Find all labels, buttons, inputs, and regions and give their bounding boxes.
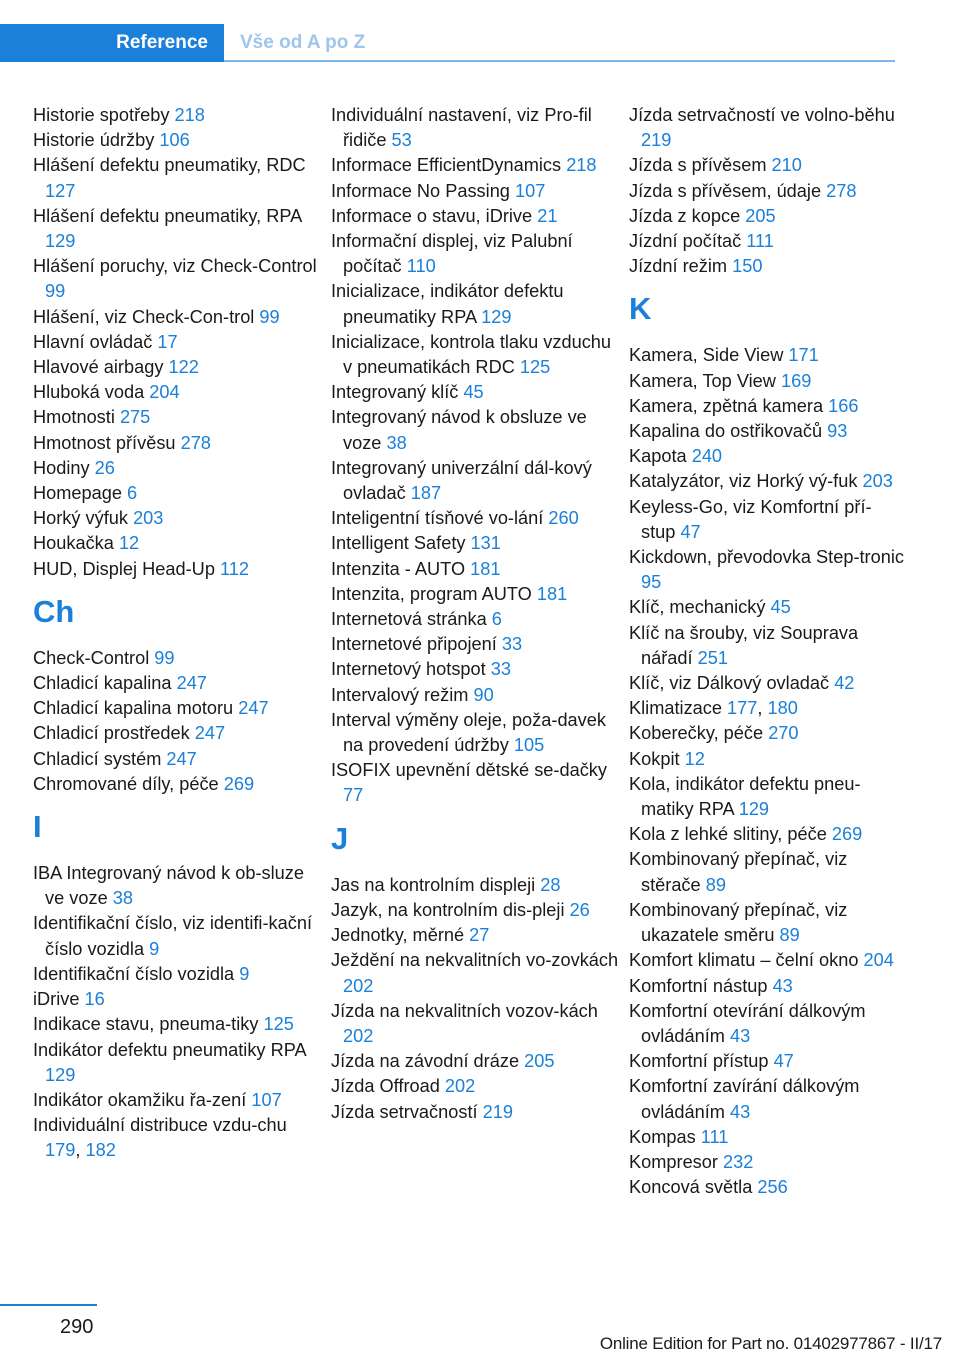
page-link[interactable]: 179 [45,1140,76,1161]
index-entry [33,405,323,430]
index-entry [331,1074,621,1099]
index-term: Klimatizace [629,698,728,719]
page-link[interactable]: 47 [773,1051,794,1072]
index-term: Hlášení poruchy, viz Check-Control [33,256,317,277]
index-entry [629,103,904,153]
index-entry [331,179,621,204]
page-link[interactable]: 269 [831,824,863,845]
index-entry [33,772,323,797]
page-link[interactable]: 256 [757,1177,788,1198]
index-entry [629,696,904,721]
index-term: Horký výfuk [33,508,134,529]
index-entry [33,456,323,481]
index-term: Kickdown, převodovka Step-tronic [629,547,904,568]
page-link[interactable]: 202 [343,1025,374,1046]
page-link[interactable]: 93 [827,421,848,442]
index-entry [33,747,323,772]
index-entry [33,204,323,254]
page-link[interactable]: 53 [391,130,412,151]
index-term: Komfortní nástup [629,975,773,996]
page-link[interactable]: 27 [469,925,490,946]
index-term: Kamera, Side View [629,345,789,366]
index-entry [331,506,621,531]
index-term: Chladicí systém [33,748,167,769]
index-entry [33,557,323,582]
index-entry [629,671,904,696]
page-link[interactable]: 112 [219,558,249,579]
section-letter: K [629,291,652,327]
index-entry [629,772,904,822]
page-link[interactable]: 26 [94,457,115,478]
page-link[interactable]: 166 [828,395,859,416]
index-entry [629,1125,904,1150]
index-term: Indikace stavu, pneuma-tiky [33,1014,264,1035]
index-term: Identifikační číslo, viz identifi-kační číslo vozidla [33,913,312,959]
index-entry [331,456,621,506]
page-link[interactable]: 177 [727,698,758,719]
page-link[interactable]: 125 [519,357,551,378]
index-term: Inteligentní tísňové vo-lání [331,508,549,529]
index-entry [629,948,904,973]
page-link[interactable]: 269 [223,773,255,794]
index-entry [33,305,323,330]
page-link[interactable]: 107 [251,1089,282,1110]
index-term: Jízda s přívěsem [629,155,772,176]
index-entry [331,204,621,229]
page-link[interactable]: 150 [732,256,763,277]
page-link[interactable]: 45 [770,597,791,618]
index-term: Jízda setrvačností ve volno-běhu [629,105,895,125]
page-link[interactable]: 218 [566,155,597,176]
index-entry [629,469,904,494]
index-term: Intenzita - AUTO [331,558,471,579]
page-link[interactable]: 33 [490,659,511,680]
page-link[interactable]: 38 [386,432,407,453]
page-link[interactable]: 106 [159,130,190,151]
index-entry [629,204,904,229]
index-term: Jízda na nekvalitních vozov-kách [331,1000,598,1021]
index-term: Hlavní ovládač [33,331,158,352]
page-link[interactable]: 278 [180,432,211,453]
index-entry [629,444,904,469]
index-term: Houkačka [33,533,119,554]
index-entry [33,254,323,304]
index-entry [33,153,323,203]
page-link[interactable]: 205 [745,205,776,226]
page-link[interactable]: 247 [166,748,197,769]
page-link[interactable]: 219 [641,130,672,151]
index-term: Kola z lehké slitiny, péče [629,824,832,845]
page-link[interactable]: 77 [343,785,364,806]
index-term: Hmotnosti [33,407,120,428]
index-entry [629,847,904,897]
index-entry [33,987,323,1012]
index-term: Internetová stránka [331,609,492,630]
separator: , [757,698,768,719]
section-letter: J [331,820,349,856]
index-entry [331,330,621,380]
index-entry [629,822,904,847]
page-link[interactable]: 181 [470,558,501,579]
index-term: Kombinovaný přepínač, viz ukazatele směru [629,899,848,946]
page-link[interactable]: 202 [444,1076,476,1097]
index-term: Chladicí kapalina [33,673,177,694]
page-link[interactable]: 95 [641,572,662,593]
index-term: Hlášení defektu pneumatiky, RDC [33,155,306,176]
page-link[interactable]: 12 [684,748,705,769]
index-column-2 [331,103,621,1125]
index-term: ISOFIX upevnění dětské se-dačky [331,760,607,781]
index-term: Individuální nastavení, viz Pro-fil řidiče [331,105,592,151]
page-link[interactable]: 43 [772,975,793,996]
index-term: Jízda Offroad [331,1076,445,1097]
page-link[interactable]: 202 [343,975,374,996]
index-term: Kola, indikátor defektu pneu-matiky RPA [629,773,861,820]
index-entry [331,229,621,279]
index-term: Komfort klimatu – čelní okno [629,950,864,971]
index-entry [33,1088,323,1113]
page-link[interactable]: 89 [705,874,726,895]
page-link[interactable]: 204 [149,382,180,403]
index-term: IBA Integrovaný návod k ob-sluze ve voze [33,863,304,909]
index-term: Jas na kontrolním displeji [331,874,541,895]
index-term: Jízda s přívěsem, údaje [629,180,827,201]
index-entry [629,974,904,999]
index-term: Kapota [629,446,692,467]
page-link[interactable]: 247 [194,723,226,744]
page-link[interactable]: 210 [771,155,802,176]
page-link[interactable]: 111 [746,231,774,252]
index-entry [33,330,323,355]
page-link[interactable]: 17 [157,331,178,352]
index-entry [33,128,323,153]
page-link[interactable]: 99 [259,306,280,327]
index-term: Jízda setrvačností [331,1101,483,1122]
index-entry [331,683,621,708]
index-entry [33,1038,323,1088]
page-link[interactable]: 90 [473,684,494,705]
index-term: Kompresor [629,1151,724,1172]
index-entry [331,898,621,923]
index-entry [629,721,904,746]
index-term: iDrive [33,989,85,1010]
index-term: Komfortní přístup [629,1051,774,1072]
page-link[interactable]: 203 [862,471,893,492]
index-entry [331,557,621,582]
page-link[interactable]: 129 [45,231,76,252]
page-link[interactable]: 125 [263,1014,294,1035]
index-entry [629,419,904,444]
page-link[interactable]: 127 [45,180,76,201]
tab-a-z[interactable]: Vše od A po Z [240,32,366,53]
index-entry [331,531,621,556]
page-link[interactable]: 89 [779,925,800,946]
index-entry [629,747,904,772]
index-entry [629,1150,904,1175]
index-entry [331,405,621,455]
index-entry [629,621,904,671]
index-term: Kokpit [629,748,685,769]
index-term: Hlášení defektu pneumatiky, RPA [33,205,302,226]
page-link[interactable]: 129 [738,799,770,820]
page-link[interactable]: 45 [463,382,484,403]
index-entry [629,999,904,1049]
page-link[interactable]: 21 [537,205,558,226]
index-term: Jízda z kopce [629,205,746,226]
index-entry [629,153,904,178]
index-entry [331,582,621,607]
index-term: Integrovaný návod k obsluze ve voze [331,407,587,453]
page-link[interactable]: 38 [112,888,133,909]
page-link[interactable]: 182 [85,1140,116,1161]
header-tabs [0,24,895,62]
index-term: Indikátor okamžiku řa-zení [33,1089,252,1110]
index-term: Hmotnost přívěsu [33,432,181,453]
index-term: Klíč na šrouby, viz Souprava nářadí [629,622,859,668]
page-link[interactable]: 9 [239,963,250,984]
page-link[interactable]: 187 [410,483,442,504]
index-term: Intelligent Safety [331,533,471,554]
index-term: Homepage [33,483,128,504]
index-entry [629,369,904,394]
index-term: Keyless-Go, viz Komfortní pří-stup [629,496,872,542]
index-term: Integrovaný univerzální dál-kový ovladač [331,457,592,504]
index-term: Chromované díly, péče [33,773,224,794]
index-entry [331,999,621,1049]
index-term: Kombinovaný přepínač, viz stěrače [629,849,848,895]
index-entry [33,355,323,380]
index-entry [331,279,621,329]
index-entry [33,1113,323,1163]
section-letter: Ch [33,593,75,629]
index-term: Internetový hotspot [331,659,491,680]
index-term: Interval výměny oleje, poža-davek na provedení údržby [331,709,606,756]
index-entry [629,229,904,254]
page-number: 290 [60,1316,94,1338]
page-link[interactable]: 42 [834,673,855,694]
page-link[interactable]: 260 [548,508,579,529]
index-entry [331,873,621,898]
page-link[interactable]: 169 [780,370,812,391]
index-term: Kamera, zpětná kamera [629,395,829,416]
index-term: Inicializace, kontrola tlaku vzduchu v pneumatikách RDC [331,331,612,378]
index-entry [33,721,323,746]
page-link[interactable]: 270 [768,723,799,744]
page-link[interactable]: 28 [540,874,561,895]
page-link[interactable]: 218 [174,105,205,125]
index-entry [331,153,621,178]
page-link[interactable]: 171 [788,345,819,366]
page-link[interactable]: 6 [491,609,502,630]
page-link[interactable]: 110 [406,256,436,277]
index-term: Komfortní otevírání dálkovým ovládáním [629,1000,866,1046]
page-link[interactable]: 111 [700,1126,729,1147]
index-term: Internetové připojení [331,634,502,655]
index-entry [331,657,621,682]
index-entry [33,646,323,671]
index-entry [33,103,323,128]
index-term: Identifikační číslo vozidla [33,963,240,984]
page-link[interactable]: 247 [238,698,269,719]
index-term: Jízdní počítač [629,231,747,252]
index-term: Jízda na závodní dráze [331,1051,525,1072]
page-link[interactable]: 204 [863,950,894,971]
index-entry [629,595,904,620]
page-link[interactable]: 122 [168,357,199,378]
index-entry [331,758,621,808]
index-term: Jednotky, měrné [331,925,470,946]
index-entry [629,343,904,368]
index-term: Indikátor defektu pneumatiky RPA [33,1039,306,1060]
index-term: Informační displej, viz Palubní počítač [331,231,573,277]
index-entry [33,431,323,456]
index-term: Intenzita, program AUTO [331,583,537,604]
page-link[interactable]: 107 [514,180,546,201]
index-entry [331,380,621,405]
index-entry [331,1049,621,1074]
index-term: Kapalina do ostřikovačů [629,421,828,442]
index-term: Koberečky, péče [629,723,769,744]
index-entry [629,179,904,204]
page-link[interactable]: 240 [691,446,723,467]
page-link[interactable]: 99 [45,281,66,302]
index-term: Historie údržby [33,130,160,151]
page-link[interactable]: 105 [513,735,545,756]
index-term: Hodiny [33,457,95,478]
page-link[interactable]: 232 [723,1151,754,1172]
index-entry [33,531,323,556]
index-entry [629,495,904,545]
page-link[interactable]: 203 [133,508,164,529]
page-link[interactable]: 33 [501,634,523,655]
index-term: Informace EfficientDynamics [331,155,567,176]
index-term: Klíč, viz Dálkový ovladač [629,673,835,694]
index-term: Chladicí kapalina motoru [33,698,239,719]
page-link[interactable]: 278 [826,180,857,201]
page-link[interactable]: 6 [127,483,138,504]
edition-note: Online Edition for Part no. 01402977867 - II/17 [599,1334,942,1353]
page-link[interactable]: 16 [84,989,105,1010]
index-entry [33,506,323,531]
index-term: Individuální distribuce vzdu-chu [33,1115,287,1136]
index-term: Intervalový režim [331,684,474,705]
index-term: Informace No Passing [331,180,515,201]
index-term: Jazyk, na kontrolním dis-pleji [331,899,570,920]
index-entry [33,1012,323,1037]
page-link[interactable]: 205 [524,1051,555,1072]
index-term: Jízdní režim [629,256,733,277]
index-term: Informace o stavu, iDrive [331,205,538,226]
index-entry [629,545,904,595]
index-column-1 [33,103,323,1164]
footer-accent-line [0,1304,97,1306]
section-letter: I [33,809,42,845]
page-link[interactable]: 129 [481,306,512,327]
index-entry [33,696,323,721]
index-entry [331,103,621,153]
page-link[interactable]: 251 [697,647,728,668]
index-entry [331,607,621,632]
index-entry [33,481,323,506]
index-entry [331,948,621,998]
page-link[interactable]: 43 [729,1101,751,1122]
page-link[interactable]: 180 [767,698,798,719]
header-divider [224,60,895,62]
index-entry [33,380,323,405]
index-entry [629,1049,904,1074]
index-entry [33,861,323,911]
page-link[interactable]: 129 [45,1064,76,1085]
index-entry [33,911,323,961]
index-term: HUD, Displej Head-Up [33,558,220,579]
index-entry [629,254,904,279]
separator: , [75,1140,86,1161]
index-term: Ježdění na nekvalitních vo-zovkách [331,950,619,971]
index-entry [331,708,621,758]
index-term: Kamera, Top View [629,370,781,391]
index-term: Chladicí prostředek [33,723,195,744]
index-entry [629,1074,904,1124]
page-link[interactable]: 131 [470,533,501,554]
index-entry [331,632,621,657]
page-link[interactable]: 219 [482,1101,513,1122]
index-entry [331,923,621,948]
index-term: Komfortní zavírání dálkovým ovládáním [629,1076,860,1122]
page-link[interactable]: 26 [569,899,590,920]
page-link[interactable]: 99 [154,647,175,668]
index-term: Inicializace, indikátor defektu pneumatiky RPA [331,281,564,327]
page-link[interactable]: 47 [680,521,701,542]
index-term: Historie spotřeby [33,105,175,125]
tab-reference[interactable]: Reference [0,24,224,62]
index-term: Klíč, mechanický [629,597,771,618]
index-term: Hlavové airbagy [33,357,169,378]
page-link[interactable]: 9 [149,938,160,959]
index-entry [629,1175,904,1200]
page-link[interactable]: 275 [119,407,151,428]
index-entry [33,962,323,987]
page-link[interactable]: 247 [176,673,207,694]
index-term: Koncová světla [629,1177,758,1198]
index-term: Katalyzátor, viz Horký vý-fuk [629,471,863,492]
index-term: Check-Control [33,647,155,668]
index-column-3 [629,103,904,1200]
index-entry [33,671,323,696]
index-entry [629,394,904,419]
index-term: Hlášení, viz Check-Con-trol [33,306,260,327]
page-link[interactable]: 12 [118,533,140,554]
page-link[interactable]: 181 [536,583,568,604]
page-link[interactable]: 43 [729,1025,751,1046]
index-term: Hluboká voda [33,382,150,403]
index-term: Kompas [629,1126,701,1147]
index-entry [331,1100,621,1125]
index-entry [629,898,904,948]
index-term: Integrovaný klíč [331,382,464,403]
